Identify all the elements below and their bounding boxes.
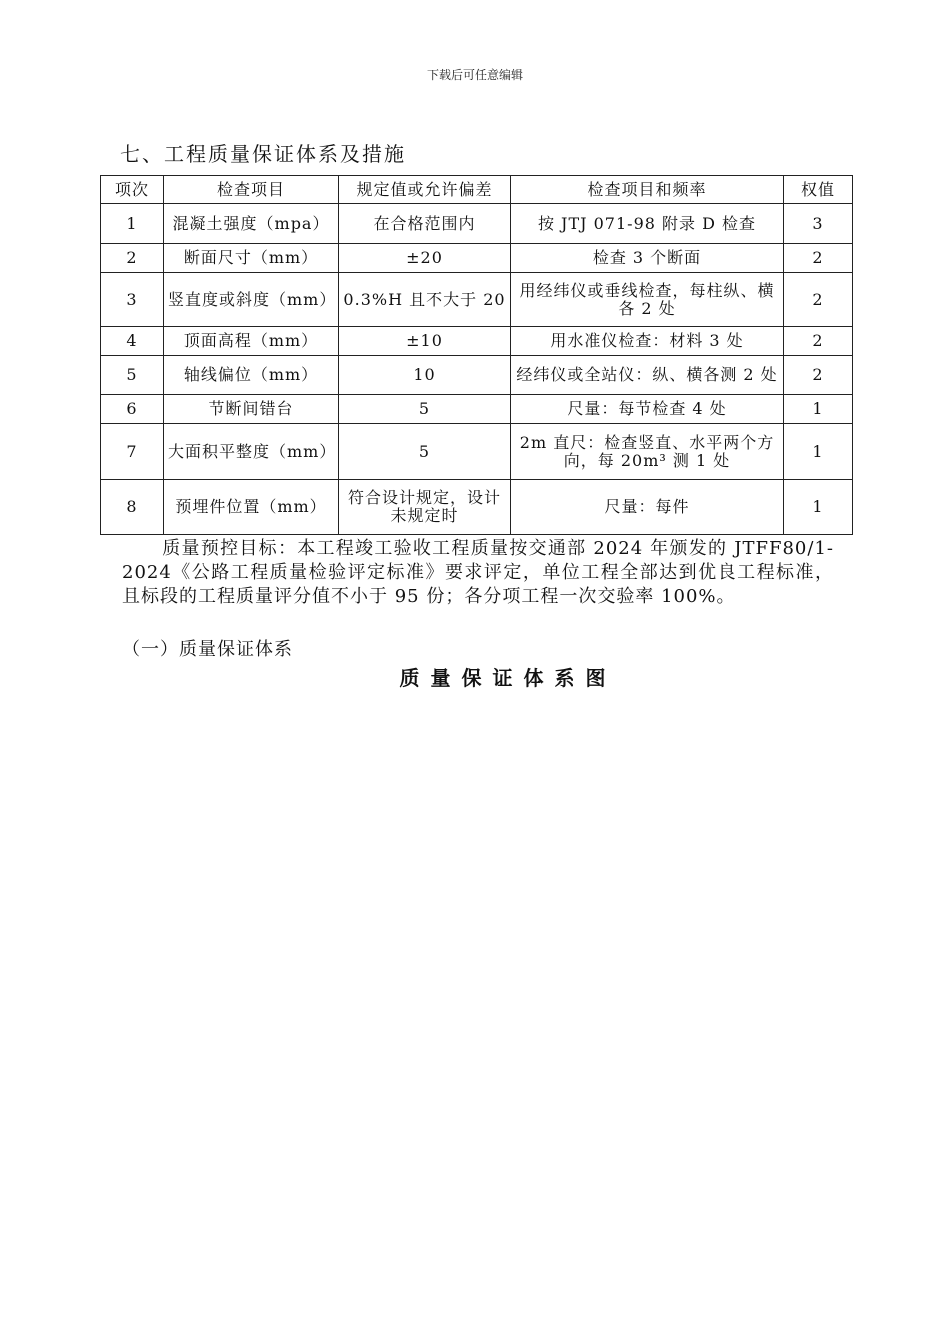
cell-tolerance: 5	[339, 395, 511, 424]
quality-target-text: 质量预控目标：本工程竣工验收工程质量按交通部 2024 年颁发的 JTFF80/1-2024《公路工程质量检验评定标准》要求评定，单位工程全部达到优良工程标准，且标段的工程质量评分值不小于 95 份；各分项工程一次交验率 100%。	[122, 538, 834, 607]
cell-check-item: 大面积平整度（mm）	[164, 424, 339, 480]
cell-check-item: 顶面高程（mm）	[164, 327, 339, 356]
col-header-weight: 权值	[784, 176, 853, 204]
cell-check-item: 竖直度或斜度（mm）	[164, 273, 339, 327]
cell-check-item: 预埋件位置（mm）	[164, 480, 339, 535]
table-row	[101, 356, 853, 395]
cell-tolerance: ±20	[339, 244, 511, 273]
cell-method-frequency: 用水准仪检查：材料 3 处	[511, 327, 784, 356]
table-row	[101, 395, 853, 424]
cell-tolerance: 符合设计规定，设计未规定时	[339, 480, 511, 535]
diagram-title: 质量保证体系图	[399, 666, 617, 690]
cell-method-frequency: 尺量：每节检查 4 处	[511, 395, 784, 424]
cell-item-no: 3	[101, 273, 164, 327]
table-row	[101, 327, 853, 356]
cell-item-no: 6	[101, 395, 164, 424]
cell-item-no: 2	[101, 244, 164, 273]
table-row	[101, 244, 853, 273]
cell-method-frequency: 2m 直尺：检查竖直、水平两个方向，每 20m³ 测 1 处	[511, 424, 784, 480]
cell-check-item: 轴线偏位（mm）	[164, 356, 339, 395]
cell-weight: 1	[784, 395, 853, 424]
cell-item-no: 4	[101, 327, 164, 356]
table-row	[101, 480, 853, 535]
col-header-method-frequency: 检查项目和频率	[511, 176, 784, 204]
cell-tolerance: 在合格范围内	[339, 204, 511, 244]
cell-check-item: 节断间错台	[164, 395, 339, 424]
cell-weight: 2	[784, 327, 853, 356]
cell-weight: 2	[784, 244, 853, 273]
cell-item-no: 7	[101, 424, 164, 480]
cell-item-no: 1	[101, 204, 164, 244]
col-header-tolerance: 规定值或允许偏差	[339, 176, 511, 204]
quality-target-paragraph	[122, 537, 834, 609]
col-header-item-no: 项次	[101, 176, 164, 204]
sub-heading: （一）质量保证体系	[122, 639, 293, 660]
cell-weight: 2	[784, 356, 853, 395]
page-header-note: 下载后可任意编辑	[426, 68, 523, 82]
cell-check-item: 断面尺寸（mm）	[164, 244, 339, 273]
col-header-check-item: 检查项目	[164, 176, 339, 204]
cell-method-frequency: 经纬仪或全站仪：纵、横各测 2 处	[511, 356, 784, 395]
cell-weight: 3	[784, 204, 853, 244]
cell-tolerance: 10	[339, 356, 511, 395]
quality-inspection-table	[100, 175, 853, 535]
cell-item-no: 8	[101, 480, 164, 535]
cell-method-frequency: 按 JTJ 071-98 附录 D 检查	[511, 204, 784, 244]
cell-weight: 1	[784, 424, 853, 480]
cell-weight: 2	[784, 273, 853, 327]
table-row	[101, 204, 853, 244]
cell-tolerance: 0.3%H 且不大于 20	[339, 273, 511, 327]
cell-method-frequency: 尺量：每件	[511, 480, 784, 535]
table-header-row	[101, 176, 853, 204]
cell-method-frequency: 检查 3 个断面	[511, 244, 784, 273]
cell-weight: 1	[784, 480, 853, 535]
cell-check-item: 混凝土强度（mpa）	[164, 204, 339, 244]
cell-item-no: 5	[101, 356, 164, 395]
table-row	[101, 424, 853, 480]
table-row	[101, 273, 853, 327]
cell-method-frequency: 用经纬仪或垂线检查，每柱纵、横各 2 处	[511, 273, 784, 327]
cell-tolerance: 5	[339, 424, 511, 480]
section-heading: 七、工程质量保证体系及措施	[120, 142, 406, 166]
cell-tolerance: ±10	[339, 327, 511, 356]
